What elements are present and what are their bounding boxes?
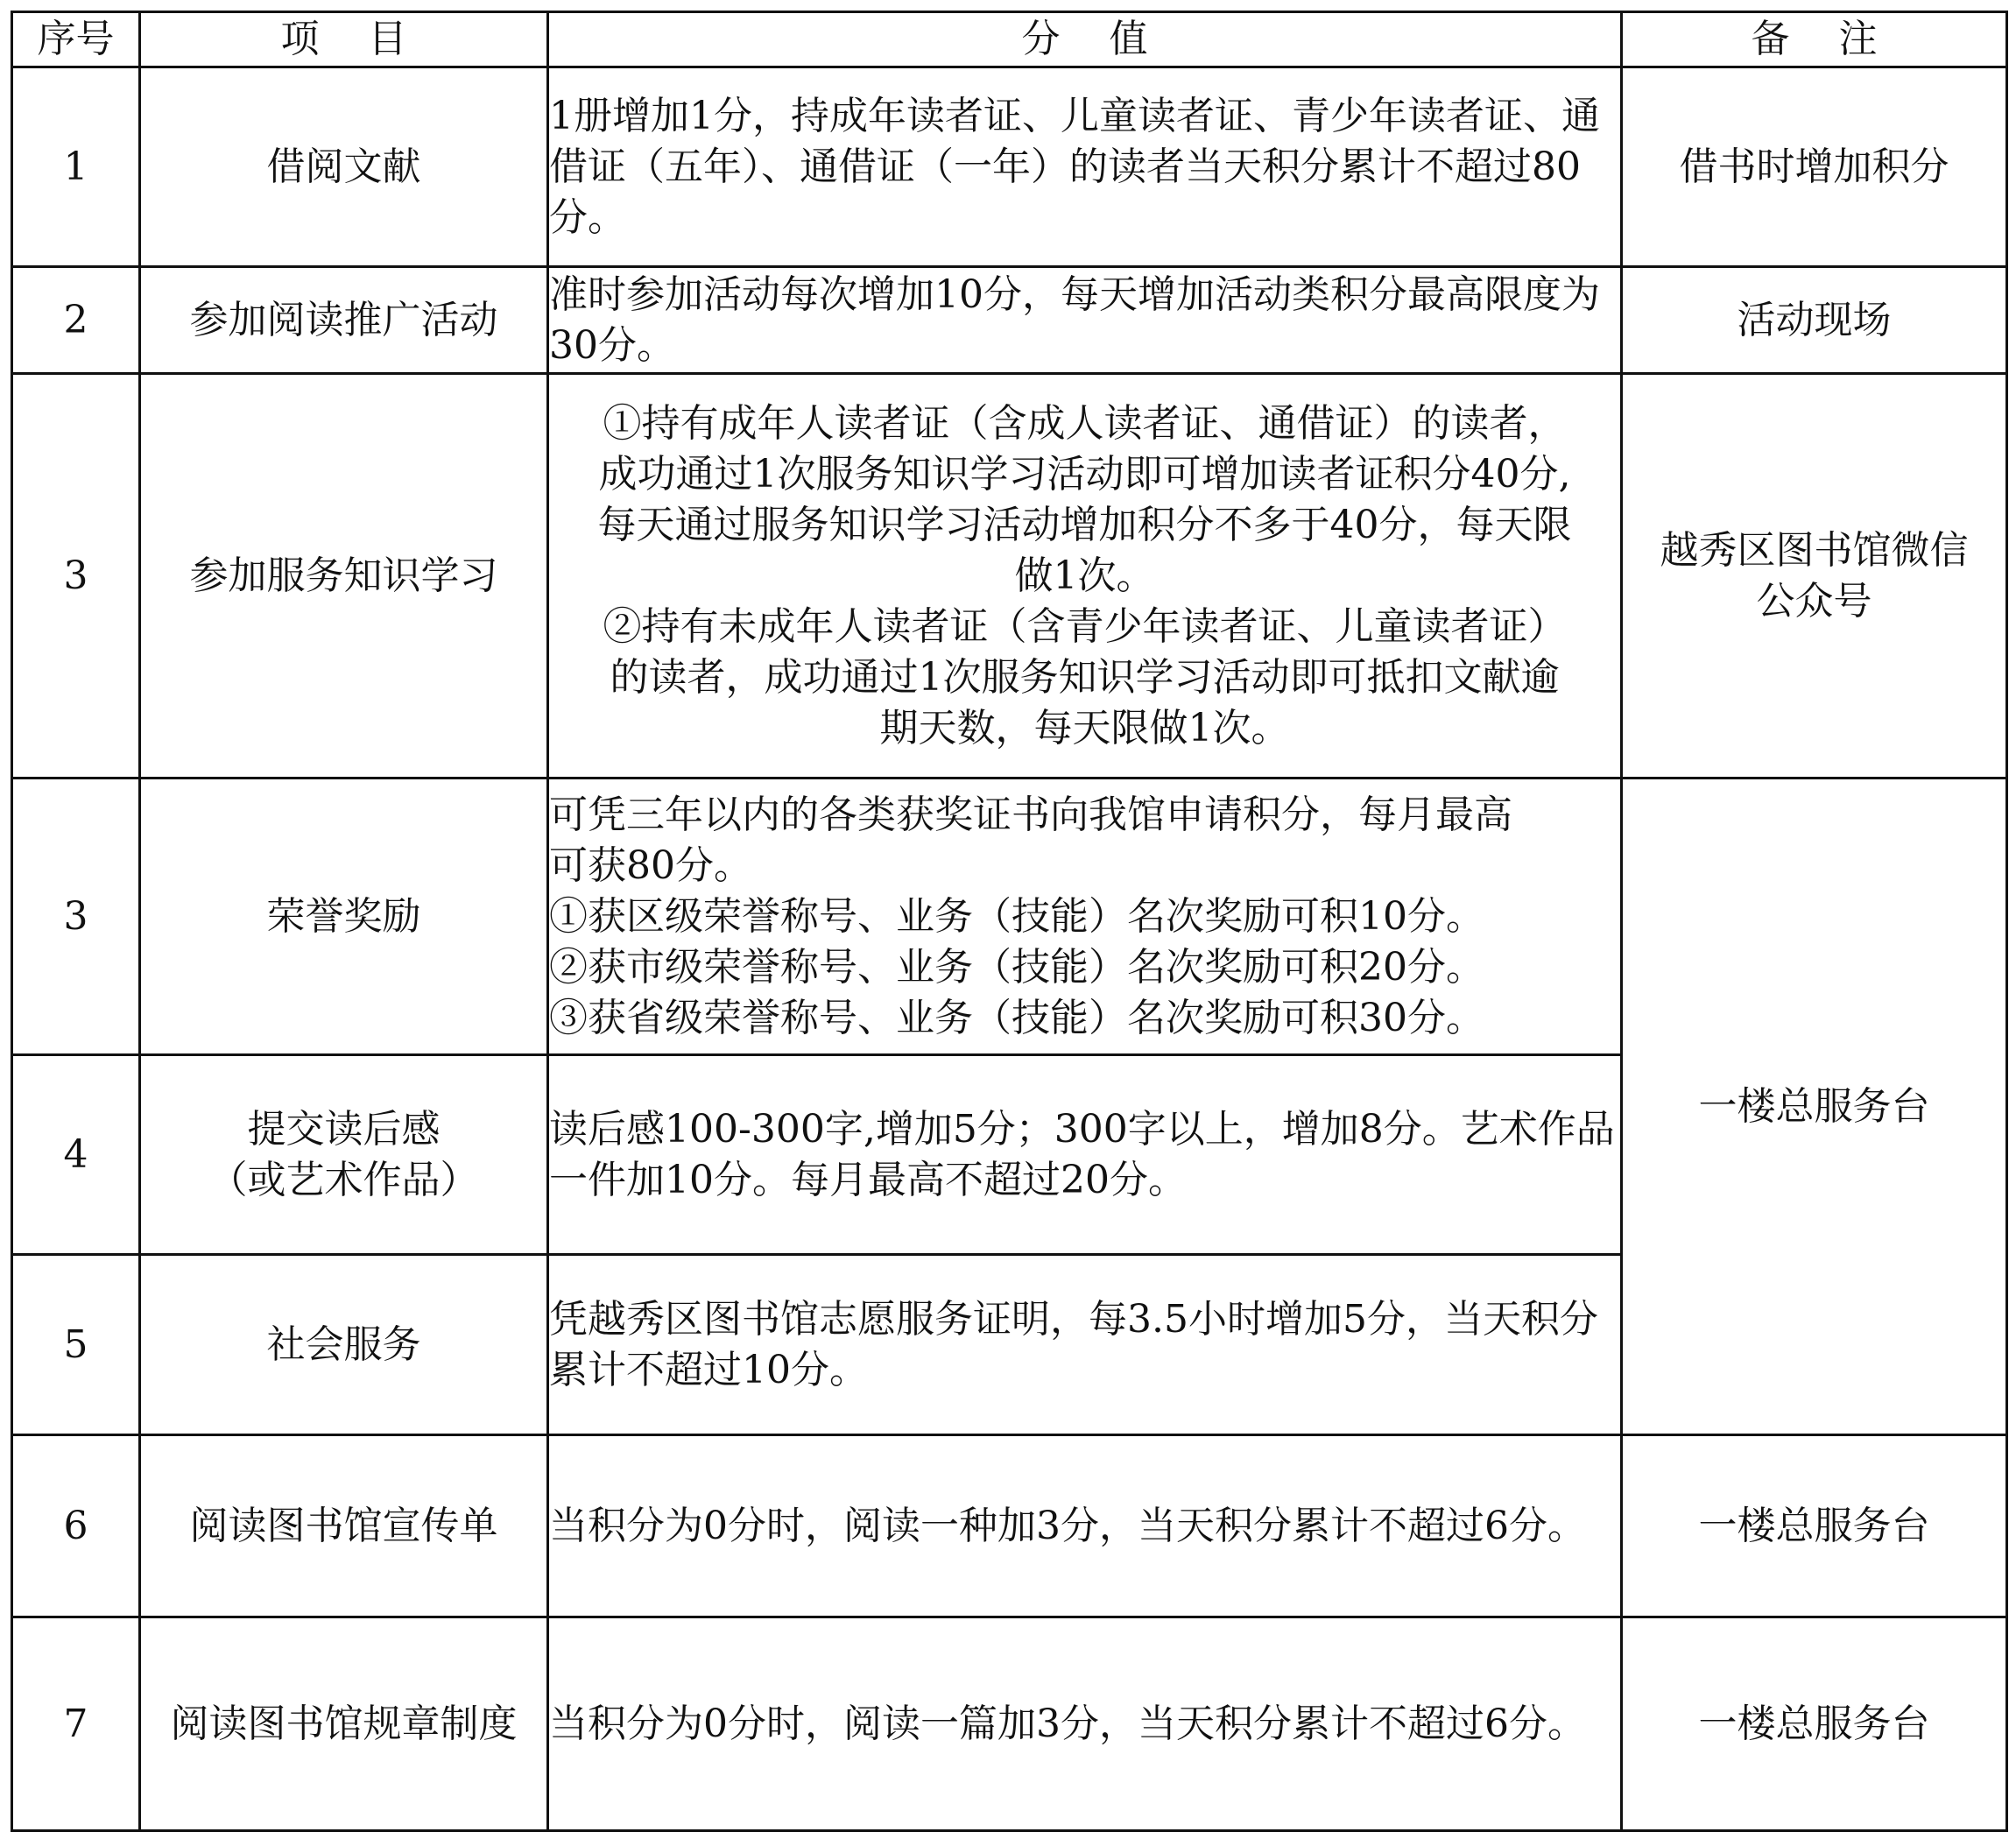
value-line: 的读者，成功通过1次服务知识学习活动即可抵扣文献逾	[610, 654, 1560, 700]
header-seq: 序号	[12, 12, 140, 67]
header-row	[12, 12, 2007, 67]
header-note: 备 注	[1622, 12, 2007, 67]
row-value	[548, 374, 1622, 779]
row-item: 参加阅读推广活动	[140, 267, 548, 374]
row-item	[140, 1055, 548, 1255]
value-line: ①获区级荣誉称号、业务（技能）名次奖励可积10分。	[549, 893, 1484, 939]
row-seq: 6	[12, 1435, 140, 1617]
table-row	[12, 267, 2007, 374]
header-value: 分 值	[548, 12, 1622, 67]
row-value: 当积分为0分时，阅读一篇加3分，当天积分累计不超过6分。	[548, 1617, 1622, 1831]
value-line: 期天数，每天限做1次。	[879, 705, 1290, 750]
header-item: 项 目	[140, 12, 548, 67]
row-seq: 4	[12, 1055, 140, 1255]
row-item: 阅读图书馆规章制度	[140, 1617, 548, 1831]
row-note-merged: 一楼总服务台	[1622, 779, 2007, 1435]
row-seq: 7	[12, 1617, 140, 1831]
row-value: 1册增加1分，持成年读者证、儿童读者证、青少年读者证、通借证（五年）、通借证（一年）的读者当天积分累计不超过80分。	[548, 67, 1622, 267]
table-row	[12, 1435, 2007, 1617]
item-line: 提交读后感	[247, 1106, 441, 1152]
row-item: 参加服务知识学习	[140, 374, 548, 779]
item-line: （或艺术作品）	[208, 1157, 479, 1202]
row-note: 一楼总服务台	[1622, 1435, 2007, 1617]
row-value: 当积分为0分时，阅读一种加3分，当天积分累计不超过6分。	[548, 1435, 1622, 1617]
value-line: 每天通过服务知识学习活动增加积分不多于40分，每天限	[597, 502, 1572, 547]
value-line: ③获省级荣誉称号、业务（技能）名次奖励可积30分。	[549, 995, 1484, 1040]
row-value: 准时参加活动每次增加10分，每天增加活动类积分最高限度为30分。	[548, 267, 1622, 374]
table-row	[12, 67, 2007, 267]
row-seq: 1	[12, 67, 140, 267]
row-item: 阅读图书馆宣传单	[140, 1435, 548, 1617]
table-row	[12, 779, 2007, 1055]
value-line: ②持有未成年人读者证（含青少年读者证、儿童读者证）	[603, 603, 1567, 649]
row-value: 读后感100-300字,增加5分；300字以上，增加8分。艺术作品一件加10分。每月最高不超过20分。	[548, 1055, 1622, 1255]
value-line: 可凭三年以内的各类获奖证书向我馆申请积分，每月最高	[549, 792, 1512, 837]
row-note: 越秀区图书馆微信公众号	[1622, 374, 2007, 779]
points-rules-table	[11, 11, 2008, 1832]
row-note: 一楼总服务台	[1622, 1617, 2007, 1831]
value-line: ②获市级荣誉称号、业务（技能）名次奖励可积20分。	[549, 944, 1484, 990]
value-line: 可获80分。	[549, 842, 752, 888]
row-item: 荣誉奖励	[140, 779, 548, 1055]
row-value	[548, 779, 1622, 1055]
table-row	[12, 374, 2007, 779]
row-note: 借书时增加积分	[1622, 67, 2007, 267]
row-value: 凭越秀区图书馆志愿服务证明，每3.5小时增加5分，当天积分累计不超过10分。	[548, 1255, 1622, 1435]
value-line: 成功通过1次服务知识学习活动即可增加读者证积分40分,	[598, 451, 1571, 497]
row-seq: 3	[12, 374, 140, 779]
row-item: 借阅文献	[140, 67, 548, 267]
row-note: 活动现场	[1622, 267, 2007, 374]
table-row	[12, 1617, 2007, 1831]
row-seq: 3	[12, 779, 140, 1055]
value-line: 做1次。	[1014, 553, 1155, 598]
row-seq: 5	[12, 1255, 140, 1435]
row-seq: 2	[12, 267, 140, 374]
row-item: 社会服务	[140, 1255, 548, 1435]
value-line: ①持有成年人读者证（含成人读者证、通借证）的读者，	[603, 400, 1567, 446]
